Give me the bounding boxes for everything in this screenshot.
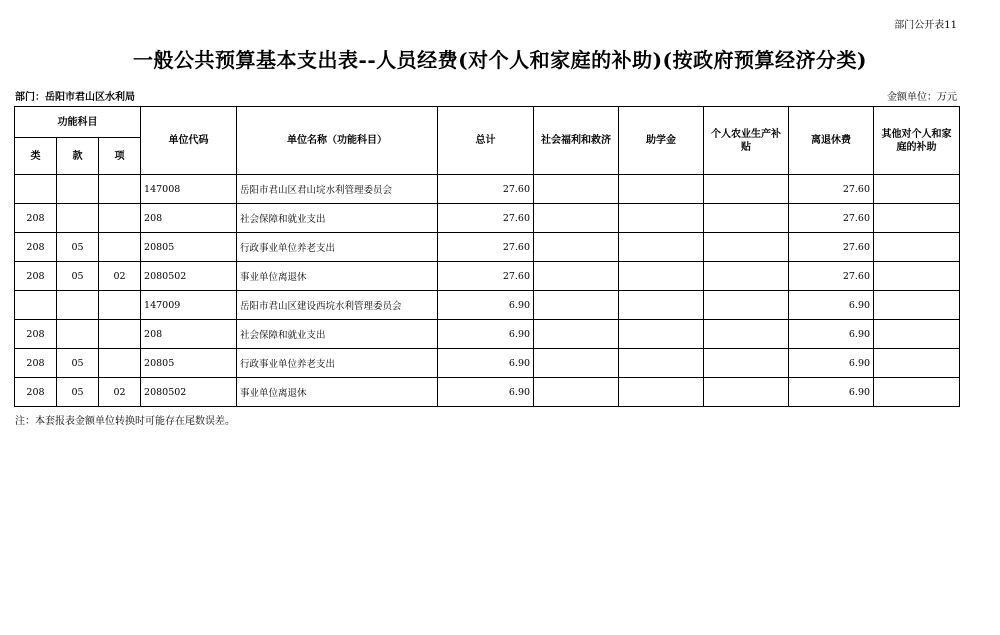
table-row: [15, 262, 960, 291]
cell-social-welfare: [534, 291, 619, 320]
cell-unit-name: 岳阳市君山区建设西垸水利管理委员会: [237, 291, 438, 320]
cell-total: 6.90: [438, 291, 534, 320]
cell-agri-subsidy: [704, 291, 789, 320]
header-xiang: 项: [99, 138, 141, 175]
header-kuan: 款: [57, 138, 99, 175]
cell-agri-subsidy: [704, 175, 789, 204]
cell-agri-subsidy: [704, 320, 789, 349]
cell-xiang: 02: [99, 262, 141, 291]
cell-total: 27.60: [438, 233, 534, 262]
header-agri-subsidy: 个人农业生产补贴: [704, 107, 789, 175]
header-social-welfare: 社会福利和救济: [534, 107, 619, 175]
cell-unit-name: 行政事业单位养老支出: [237, 349, 438, 378]
cell-lei: 208: [15, 204, 57, 233]
cell-unit-name: 社会保障和就业支出: [237, 320, 438, 349]
cell-student-aid: [619, 320, 704, 349]
table-body: [15, 175, 960, 407]
cell-lei: [15, 175, 57, 204]
cell-other-subsidy: [874, 233, 960, 262]
cell-kuan: 05: [57, 262, 99, 291]
footnote: 注：本套报表金额单位转换时可能存在尾数误差。: [15, 416, 235, 427]
table-header: [15, 107, 960, 175]
header-student-aid: 助学金: [619, 107, 704, 175]
cell-lei: 208: [15, 233, 57, 262]
cell-total: 6.90: [438, 320, 534, 349]
cell-kuan: [57, 175, 99, 204]
department-label: 部门：岳阳市君山区水利局: [15, 92, 135, 103]
cell-unit-code: 147009: [141, 291, 237, 320]
cell-student-aid: [619, 349, 704, 378]
document-code: 部门公开表11: [894, 20, 957, 31]
cell-xiang: 02: [99, 378, 141, 407]
amount-unit-label: 金额单位：万元: [887, 92, 957, 103]
cell-retirement: 27.60: [789, 262, 874, 291]
cell-agri-subsidy: [704, 233, 789, 262]
cell-unit-code: 147008: [141, 175, 237, 204]
cell-xiang: [99, 233, 141, 262]
cell-total: 6.90: [438, 378, 534, 407]
cell-retirement: 6.90: [789, 320, 874, 349]
cell-unit-name: 事业单位离退休: [237, 378, 438, 407]
cell-retirement: 27.60: [789, 233, 874, 262]
cell-agri-subsidy: [704, 262, 789, 291]
cell-agri-subsidy: [704, 349, 789, 378]
cell-kuan: [57, 204, 99, 233]
cell-social-welfare: [534, 349, 619, 378]
cell-total: 27.60: [438, 204, 534, 233]
header-retirement: 离退休费: [789, 107, 874, 175]
table-row: [15, 320, 960, 349]
cell-student-aid: [619, 175, 704, 204]
cell-retirement: 6.90: [789, 349, 874, 378]
table-row: [15, 204, 960, 233]
cell-kuan: [57, 291, 99, 320]
header-unit-name: 单位名称（功能科目）: [237, 107, 438, 175]
cell-student-aid: [619, 233, 704, 262]
cell-kuan: 05: [57, 378, 99, 407]
cell-xiang: [99, 349, 141, 378]
page-title: 一般公共预算基本支出表--人员经费(对个人和家庭的补助)(按政府预算经济分类): [133, 48, 867, 72]
cell-lei: [15, 291, 57, 320]
cell-kuan: 05: [57, 349, 99, 378]
cell-other-subsidy: [874, 349, 960, 378]
cell-xiang: [99, 291, 141, 320]
cell-agri-subsidy: [704, 378, 789, 407]
cell-xiang: [99, 204, 141, 233]
cell-lei: 208: [15, 320, 57, 349]
budget-table: [14, 106, 960, 407]
cell-total: 27.60: [438, 262, 534, 291]
cell-other-subsidy: [874, 175, 960, 204]
cell-xiang: [99, 320, 141, 349]
cell-student-aid: [619, 204, 704, 233]
cell-social-welfare: [534, 262, 619, 291]
header-other-subsidy: 其他对个人和家庭的补助: [874, 107, 960, 175]
cell-social-welfare: [534, 175, 619, 204]
header-lei: 类: [15, 138, 57, 175]
cell-kuan: [57, 320, 99, 349]
cell-social-welfare: [534, 320, 619, 349]
cell-other-subsidy: [874, 262, 960, 291]
cell-total: 6.90: [438, 349, 534, 378]
cell-other-subsidy: [874, 320, 960, 349]
cell-student-aid: [619, 291, 704, 320]
cell-unit-name: 事业单位离退休: [237, 262, 438, 291]
cell-retirement: 27.60: [789, 204, 874, 233]
table-row: [15, 378, 960, 407]
cell-unit-name: 社会保障和就业支出: [237, 204, 438, 233]
cell-student-aid: [619, 262, 704, 291]
table-row: [15, 233, 960, 262]
cell-unit-code: 20805: [141, 349, 237, 378]
table-row: [15, 175, 960, 204]
cell-other-subsidy: [874, 378, 960, 407]
cell-student-aid: [619, 378, 704, 407]
cell-unit-name: 行政事业单位养老支出: [237, 233, 438, 262]
cell-lei: 208: [15, 378, 57, 407]
cell-retirement: 27.60: [789, 175, 874, 204]
table-row: [15, 349, 960, 378]
header-function-subject: 功能科目: [15, 107, 141, 138]
cell-retirement: 6.90: [789, 378, 874, 407]
cell-lei: 208: [15, 349, 57, 378]
cell-unit-name: 岳阳市君山区君山垸水利管理委员会: [237, 175, 438, 204]
cell-social-welfare: [534, 204, 619, 233]
header-total: 总计: [438, 107, 534, 175]
cell-agri-subsidy: [704, 204, 789, 233]
cell-unit-code: 2080502: [141, 378, 237, 407]
cell-xiang: [99, 175, 141, 204]
header-unit-code: 单位代码: [141, 107, 237, 175]
cell-unit-code: 208: [141, 204, 237, 233]
cell-other-subsidy: [874, 291, 960, 320]
cell-unit-code: 2080502: [141, 262, 237, 291]
cell-retirement: 6.90: [789, 291, 874, 320]
cell-social-welfare: [534, 233, 619, 262]
cell-total: 27.60: [438, 175, 534, 204]
table-row: [15, 291, 960, 320]
cell-other-subsidy: [874, 204, 960, 233]
cell-unit-code: 20805: [141, 233, 237, 262]
cell-kuan: 05: [57, 233, 99, 262]
cell-social-welfare: [534, 378, 619, 407]
cell-unit-code: 208: [141, 320, 237, 349]
cell-lei: 208: [15, 262, 57, 291]
